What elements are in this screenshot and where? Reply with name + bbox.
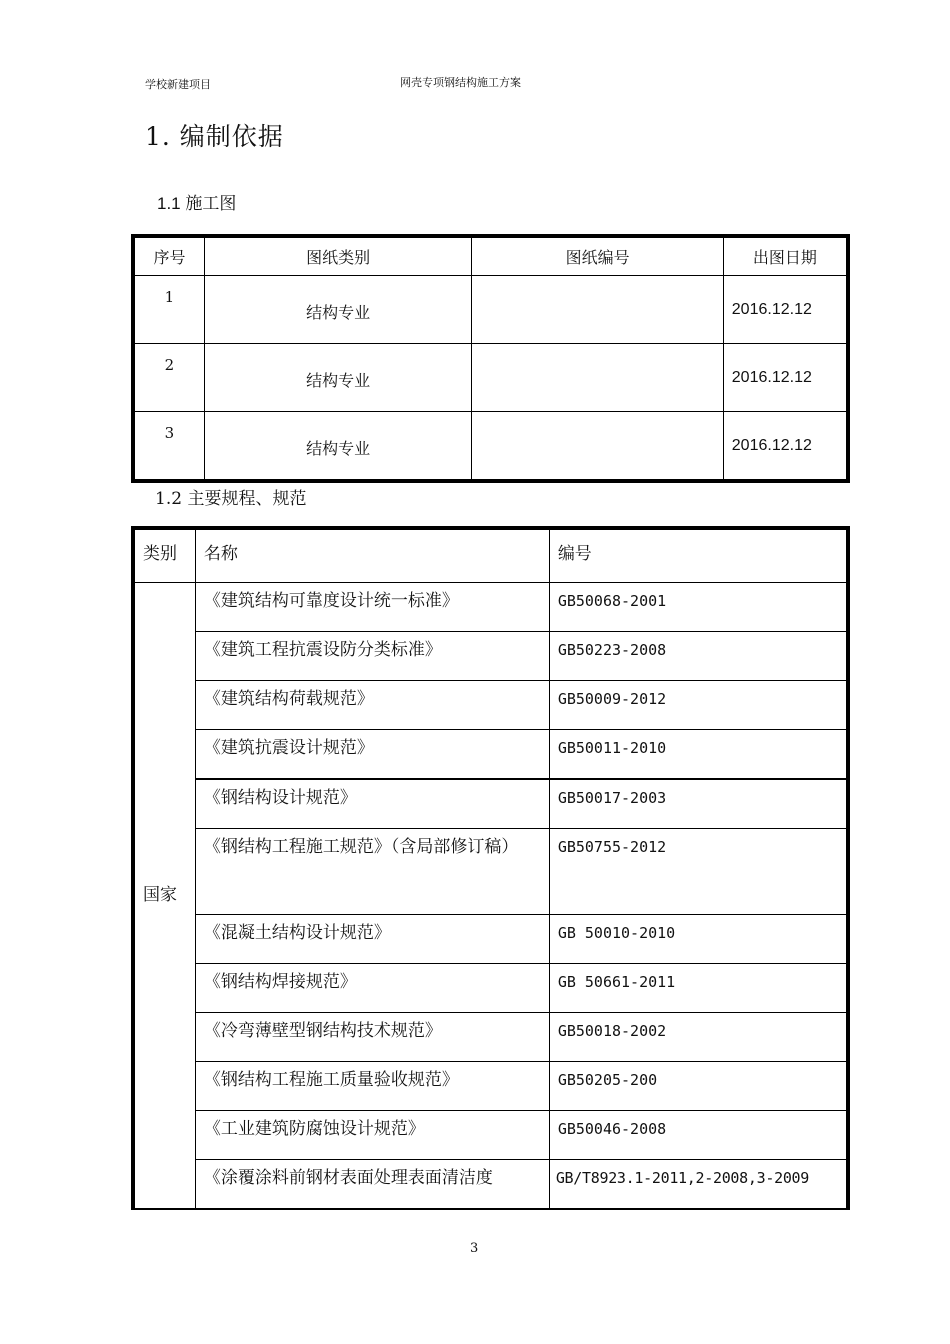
standard-code: GB 50661-2011: [549, 964, 848, 1013]
standard-code: GB/T8923.1-2011,2-2008,3-2009: [549, 1160, 848, 1210]
standard-name: 《混凝土结构设计规范》: [195, 915, 549, 964]
standard-code: GB50018-2002: [549, 1013, 848, 1062]
table-row: [133, 1160, 848, 1210]
table-header-row: [133, 528, 848, 583]
column-header: 图纸类别: [204, 236, 471, 276]
table-row: [133, 632, 848, 681]
standard-name: 《建筑结构荷载规范》: [195, 681, 549, 730]
codes-table: [131, 526, 850, 1210]
subsection-title-codes: 1.2 主要规程、规范: [155, 489, 307, 509]
standard-code: GB50205-200: [549, 1062, 848, 1111]
row-number: [472, 344, 723, 412]
row-category: 结构专业: [204, 412, 471, 482]
table-row: [133, 344, 848, 412]
standard-name: 《钢结构工程施工质量验收规范》: [195, 1062, 549, 1111]
column-header: 图纸编号: [472, 236, 723, 276]
table-row: [133, 1013, 848, 1062]
standard-name: 《涂覆涂料前钢材表面处理表面清洁度: [195, 1160, 549, 1210]
standard-code: GB50755-2012: [549, 829, 848, 915]
row-date: 2016.12.12: [723, 412, 848, 482]
standard-code: GB50223-2008: [549, 632, 848, 681]
standard-name: 《钢结构焊接规范》: [195, 964, 549, 1013]
row-seq: 3: [133, 412, 204, 482]
row-category: 结构专业: [204, 344, 471, 412]
standard-name: 《建筑结构可靠度设计统一标准》: [195, 583, 549, 632]
row-number: [472, 412, 723, 482]
row-date: 2016.12.12: [723, 344, 848, 412]
row-seq: 2: [133, 344, 204, 412]
standard-code: GB50009-2012: [549, 681, 848, 730]
column-header: 出图日期: [723, 236, 848, 276]
header-document-title: 网壳专项钢结构施工方案: [400, 76, 521, 89]
table-row: [133, 681, 848, 730]
table-row: [133, 583, 848, 632]
table-row: [133, 964, 848, 1013]
table-row: [133, 276, 848, 344]
table-header-row: [133, 236, 848, 276]
table-row: [133, 1062, 848, 1111]
subsection-title-drawings: 1.1 施工图: [157, 194, 237, 213]
row-number: [472, 276, 723, 344]
standard-name: 《冷弯薄壁型钢结构技术规范》: [195, 1013, 549, 1062]
standard-name: 《钢结构设计规范》: [195, 779, 549, 829]
column-header: 编号: [549, 528, 848, 583]
standard-code: GB50017-2003: [549, 779, 848, 829]
table-row: [133, 1111, 848, 1160]
table-row: [133, 412, 848, 482]
column-header: 序号: [133, 236, 204, 276]
column-header: 名称: [195, 528, 549, 583]
table-row: [133, 730, 848, 780]
row-date: 2016.12.12: [723, 276, 848, 344]
table-row: [133, 915, 848, 964]
standard-code: GB50046-2008: [549, 1111, 848, 1160]
standard-code: GB 50010-2010: [549, 915, 848, 964]
standard-code: GB50011-2010: [549, 730, 848, 780]
table-row: [133, 779, 848, 829]
standard-code: GB50068-2001: [549, 583, 848, 632]
table-row: [133, 829, 848, 915]
header-project-name: 学校新建项目: [145, 78, 211, 91]
column-header: 类别: [133, 528, 195, 583]
standard-name: 《工业建筑防腐蚀设计规范》: [195, 1111, 549, 1160]
standard-name: 《建筑抗震设计规范》: [195, 730, 549, 780]
page-number: 3: [470, 1241, 479, 1256]
drawings-table: [131, 234, 850, 483]
standard-name: 《建筑工程抗震设防分类标准》: [195, 632, 549, 681]
category-cell: 国家: [133, 583, 195, 1210]
section-title: 1. 编制依据: [145, 122, 284, 151]
row-category: 结构专业: [204, 276, 471, 344]
standard-name: 《钢结构工程施工规范》（含局部修订稿）: [195, 829, 549, 915]
row-seq: 1: [133, 276, 204, 344]
